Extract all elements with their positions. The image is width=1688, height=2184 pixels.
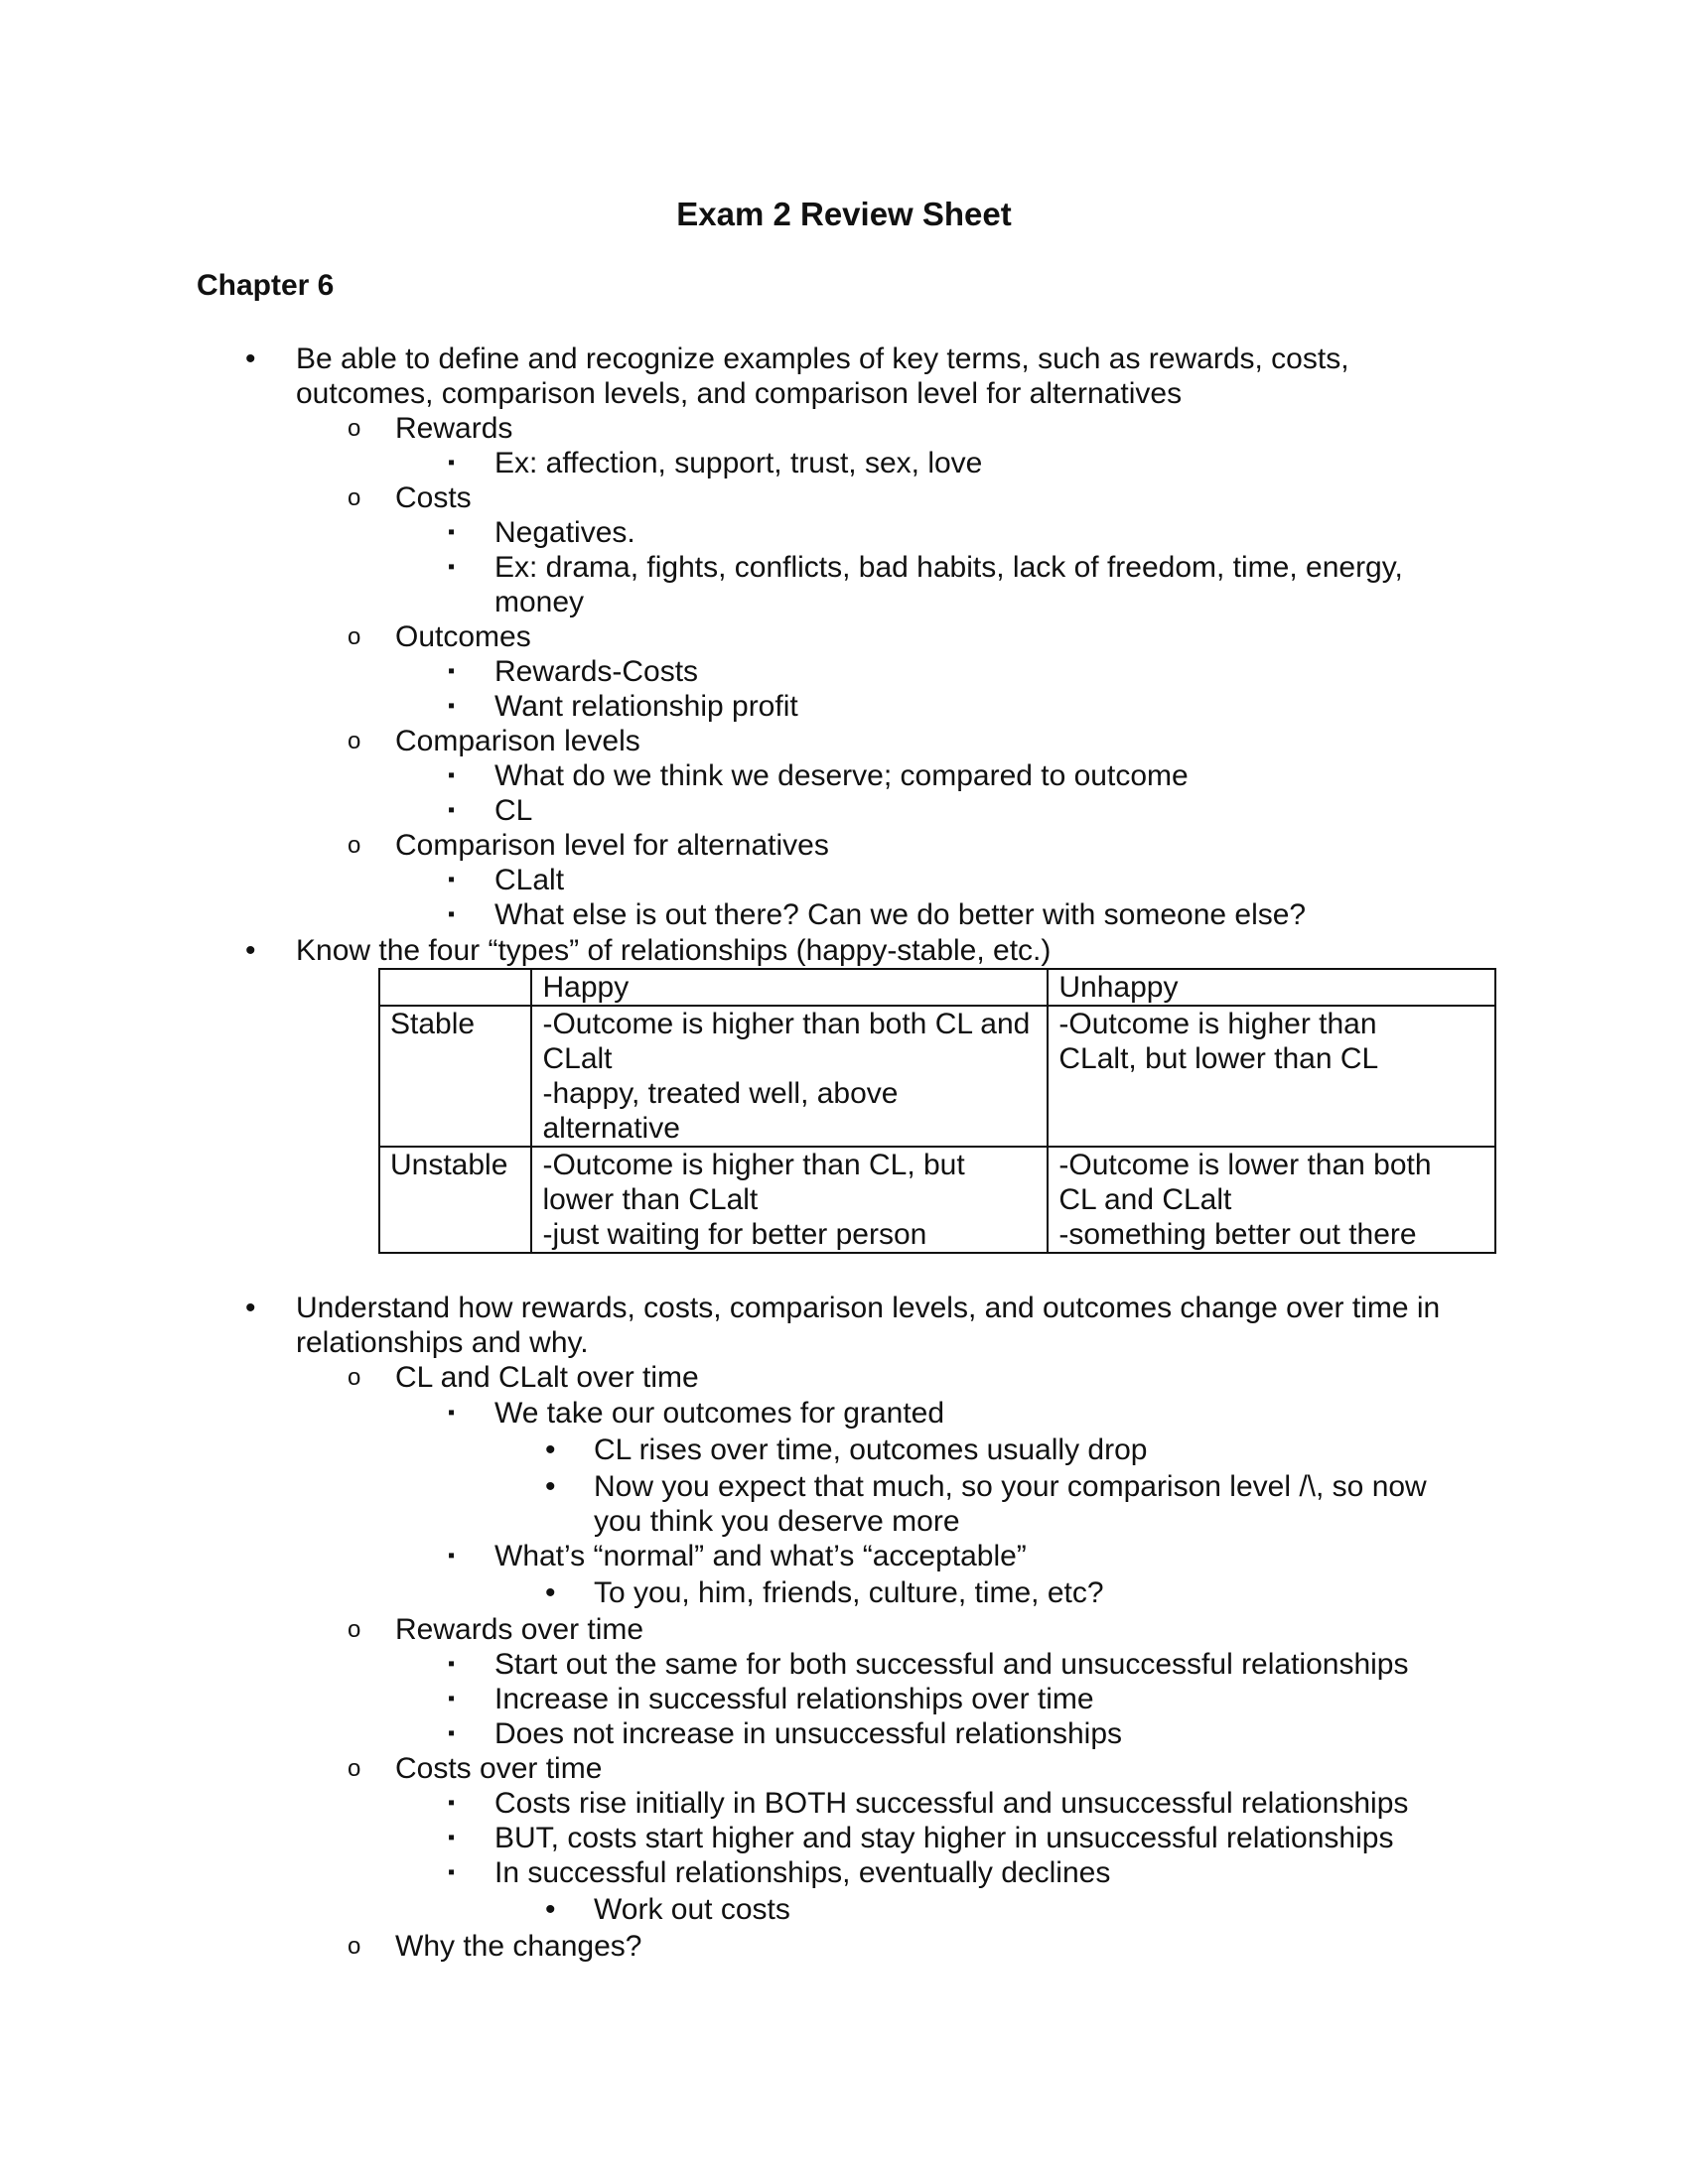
costs-example-line-2: money [494, 586, 585, 618]
costs-negatives: Negatives. [494, 516, 635, 549]
cell-text: -Outcome is lower than both [1058, 1149, 1432, 1181]
table-row [379, 1006, 1495, 1147]
outcomes-rewards-costs: Rewards-Costs [494, 655, 699, 688]
expect-line-2: you think you deserve more [594, 1505, 960, 1538]
costs-decline: In successful relationships, eventually declines [494, 1856, 1111, 1889]
rewards-increase: Increase in successful relationships over time [494, 1683, 1094, 1715]
cell-text: -Outcome is higher than CL, but [542, 1149, 965, 1181]
circle-marker: o [348, 484, 361, 511]
clalt-abbr: CLalt [494, 864, 565, 896]
square-marker: ▪ [448, 1545, 456, 1567]
why-the-changes: Why the changes? [395, 1930, 642, 1963]
circle-marker: o [348, 832, 361, 859]
cell-text: lower than CLalt [542, 1183, 759, 1216]
bullet-marker: • [545, 1893, 556, 1926]
table-corner-cell [379, 969, 531, 1006]
cell-text: -Outcome is higher than both CL and [542, 1008, 1031, 1040]
clalt-definition: What else is out there? Can we do better with someone else? [494, 898, 1307, 931]
cell-text: alternative [542, 1112, 680, 1145]
bullet-marker: • [545, 1470, 556, 1503]
work-out-costs: Work out costs [594, 1893, 790, 1926]
costs-over-time-label: Costs over time [395, 1752, 603, 1785]
costs-start-higher: BUT, costs start higher and stay higher in unsuccessful relationships [494, 1822, 1394, 1854]
outcomes-for-granted: We take our outcomes for granted [494, 1397, 945, 1430]
row-label-unstable: Unstable [379, 1147, 531, 1253]
costs-example-line-1: Ex: drama, fights, conflicts, bad habits, lack of freedom, time, energy, [494, 551, 1403, 584]
circle-marker: o [348, 1364, 361, 1391]
circle-marker: o [348, 1933, 361, 1960]
circle-marker: o [348, 415, 361, 442]
costs-label: Costs [395, 481, 472, 514]
outcomes-profit: Want relationship profit [494, 690, 798, 723]
key-terms-line-1: Be able to define and recognize examples of key terms, such as rewards, costs, [296, 342, 1349, 375]
square-marker: ▪ [448, 799, 456, 821]
cell-text: -Outcome is higher than [1058, 1008, 1377, 1040]
comparison-levels-label: Comparison levels [395, 725, 640, 757]
four-types-line: Know the four “types” of relationships (happy-stable, etc.) [296, 934, 1052, 967]
square-marker: ▪ [448, 695, 456, 717]
square-marker: ▪ [448, 1792, 456, 1814]
header-unhappy: Unhappy [1048, 969, 1495, 1006]
square-marker: ▪ [448, 1722, 456, 1744]
cell-unstable-unhappy [1048, 1147, 1495, 1253]
table-row [379, 969, 1495, 1006]
cell-unstable-happy [531, 1147, 1048, 1253]
relationship-types-table [378, 968, 1496, 1254]
square-marker: ▪ [448, 521, 456, 543]
page-title: Exam 2 Review Sheet [676, 196, 1012, 232]
comparison-levels-definition: What do we think we deserve; compared to outcome [494, 759, 1189, 792]
cl-rises: CL rises over time, outcomes usually drop [594, 1433, 1148, 1466]
rewards-label: Rewards [395, 412, 513, 445]
cell-text: -something better out there [1058, 1218, 1417, 1251]
rewards-over-time-label: Rewards over time [395, 1613, 644, 1646]
cell-stable-unhappy [1048, 1006, 1495, 1147]
square-marker: ▪ [448, 869, 456, 890]
bullet-marker: • [545, 1433, 556, 1466]
rewards-start-same: Start out the same for both successful and unsuccessful relationships [494, 1648, 1409, 1681]
key-terms-line-2: outcomes, comparison levels, and comparison level for alternatives [296, 377, 1183, 410]
square-marker: ▪ [448, 1653, 456, 1675]
clalt-label: Comparison level for alternatives [395, 829, 829, 862]
row-label-stable: Stable [379, 1006, 531, 1147]
rewards-example: Ex: affection, support, trust, sex, love [494, 447, 983, 479]
circle-marker: o [348, 728, 361, 754]
bullet-marker: • [245, 1292, 256, 1324]
square-marker: ▪ [448, 903, 456, 925]
cell-text: CLalt, but lower than CL [1058, 1042, 1379, 1075]
rewards-no-increase: Does not increase in unsuccessful relationships [494, 1717, 1123, 1750]
change-over-time-line-1: Understand how rewards, costs, comparison levels, and outcomes change over time in [296, 1292, 1441, 1324]
square-marker: ▪ [448, 556, 456, 578]
costs-rise-initially: Costs rise initially in BOTH successful and unsuccessful relationships [494, 1787, 1409, 1820]
normal-acceptable: What’s “normal” and what’s “acceptable” [494, 1540, 1027, 1572]
comparison-levels-abbr: CL [494, 794, 533, 827]
change-over-time-line-2: relationships and why. [296, 1326, 589, 1359]
cell-text: -happy, treated well, above [542, 1077, 899, 1110]
bullet-marker: • [545, 1576, 556, 1609]
to-you-him: To you, him, friends, culture, time, etc? [594, 1576, 1104, 1609]
square-marker: ▪ [448, 452, 456, 474]
square-marker: ▪ [448, 764, 456, 786]
square-marker: ▪ [448, 1861, 456, 1883]
expect-line-1: Now you expect that much, so your comparison level /\, so now [594, 1470, 1427, 1503]
outcomes-label: Outcomes [395, 620, 531, 653]
cell-text: -just waiting for better person [542, 1218, 927, 1251]
header-happy: Happy [531, 969, 1048, 1006]
cl-over-time-label: CL and CLalt over time [395, 1361, 699, 1394]
square-marker: ▪ [448, 1827, 456, 1848]
bullet-marker: • [245, 342, 256, 375]
bullet-marker: • [245, 934, 256, 967]
cell-stable-happy [531, 1006, 1048, 1147]
chapter-heading: Chapter 6 [197, 269, 335, 302]
square-marker: ▪ [448, 1688, 456, 1709]
table-row [379, 1147, 1495, 1253]
cell-text: CL and CLalt [1058, 1183, 1232, 1216]
circle-marker: o [348, 623, 361, 650]
cell-text: CLalt [542, 1042, 613, 1075]
square-marker: ▪ [448, 660, 456, 682]
circle-marker: o [348, 1616, 361, 1643]
square-marker: ▪ [448, 1402, 456, 1424]
circle-marker: o [348, 1755, 361, 1782]
